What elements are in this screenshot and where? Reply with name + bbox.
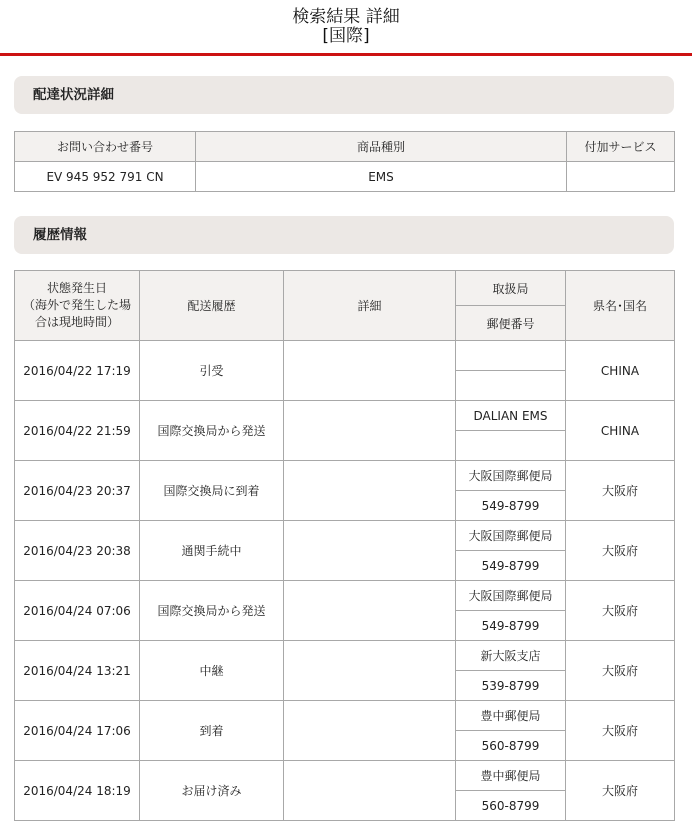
event-cell: 通関手続中 bbox=[140, 521, 284, 581]
date-cell: 2016/04/23 20:37 bbox=[15, 461, 140, 521]
column-header-additional-service: 付加サービス bbox=[567, 132, 675, 162]
detail-cell bbox=[284, 461, 456, 521]
column-header-detail: 詳細 bbox=[284, 271, 456, 341]
office-cell: 新大阪支店 bbox=[456, 641, 566, 671]
postal-code-cell: 549-8799 bbox=[456, 551, 566, 581]
column-header-date bbox=[15, 271, 140, 341]
delivery-section-heading: 配達状況詳細 bbox=[14, 76, 674, 114]
page-subtitle: [国際] bbox=[322, 26, 370, 46]
column-header-postal-code: 郵便番号 bbox=[456, 306, 566, 341]
column-header-office: 取扱局 bbox=[456, 271, 566, 306]
history-table bbox=[14, 270, 675, 821]
table-row bbox=[15, 761, 675, 791]
postal-code-cell bbox=[456, 431, 566, 461]
office-cell: 大阪国際郵便局 bbox=[456, 521, 566, 551]
detail-cell bbox=[284, 641, 456, 701]
postal-code-cell: 549-8799 bbox=[456, 611, 566, 641]
column-header-product-type: 商品種別 bbox=[196, 132, 567, 162]
column-header-date-line3: 合は現地時間） bbox=[34, 315, 119, 329]
column-header-date-line1: 状態発生日 bbox=[46, 281, 107, 295]
date-cell: 2016/04/23 20:38 bbox=[15, 521, 140, 581]
office-cell: 大阪国際郵便局 bbox=[456, 581, 566, 611]
region-cell: 大阪府 bbox=[566, 521, 675, 581]
region-cell: CHINA bbox=[566, 401, 675, 461]
tracking-number-cell: EV 945 952 791 CN bbox=[15, 162, 196, 192]
office-cell bbox=[456, 341, 566, 371]
column-header-date-line2: （海外で発生した場 bbox=[22, 298, 131, 312]
page-title: 検索結果 詳細 bbox=[292, 7, 400, 27]
office-cell: 大阪国際郵便局 bbox=[456, 461, 566, 491]
table-header-row bbox=[15, 271, 675, 306]
date-cell: 2016/04/24 17:06 bbox=[15, 701, 140, 761]
office-cell: 豊中郵便局 bbox=[456, 761, 566, 791]
detail-cell bbox=[284, 521, 456, 581]
table-row bbox=[15, 341, 675, 371]
postal-code-cell: 549-8799 bbox=[456, 491, 566, 521]
column-header-region: 県名･国名 bbox=[566, 271, 675, 341]
date-cell: 2016/04/22 17:19 bbox=[15, 341, 140, 401]
table-header-row bbox=[15, 132, 675, 162]
event-cell: 中継 bbox=[140, 641, 284, 701]
event-cell: 到着 bbox=[140, 701, 284, 761]
detail-cell bbox=[284, 761, 456, 821]
postal-code-cell: 560-8799 bbox=[456, 731, 566, 761]
column-header-event: 配送履歴 bbox=[140, 271, 284, 341]
additional-service-cell bbox=[567, 162, 675, 192]
table-row bbox=[15, 521, 675, 551]
table-row bbox=[15, 162, 675, 192]
event-cell: 国際交換局に到着 bbox=[140, 461, 284, 521]
date-cell: 2016/04/24 13:21 bbox=[15, 641, 140, 701]
region-cell: CHINA bbox=[566, 341, 675, 401]
date-cell: 2016/04/24 07:06 bbox=[15, 581, 140, 641]
postal-code-cell: 560-8799 bbox=[456, 791, 566, 821]
history-section-heading: 履歴情報 bbox=[14, 216, 674, 254]
postal-code-cell bbox=[456, 371, 566, 401]
region-cell: 大阪府 bbox=[566, 581, 675, 641]
region-cell: 大阪府 bbox=[566, 761, 675, 821]
detail-cell bbox=[284, 701, 456, 761]
product-type-cell: EMS bbox=[196, 162, 567, 192]
office-cell: DALIAN EMS bbox=[456, 401, 566, 431]
region-cell: 大阪府 bbox=[566, 641, 675, 701]
column-header-tracking-number: お問い合わせ番号 bbox=[15, 132, 196, 162]
table-row bbox=[15, 581, 675, 611]
date-cell: 2016/04/22 21:59 bbox=[15, 401, 140, 461]
detail-cell bbox=[284, 401, 456, 461]
date-cell: 2016/04/24 18:19 bbox=[15, 761, 140, 821]
table-row bbox=[15, 641, 675, 671]
region-cell: 大阪府 bbox=[566, 461, 675, 521]
delivery-detail-table bbox=[14, 131, 675, 192]
event-cell: 引受 bbox=[140, 341, 284, 401]
event-cell: お届け済み bbox=[140, 761, 284, 821]
page-header bbox=[0, 0, 692, 56]
event-cell: 国際交換局から発送 bbox=[140, 401, 284, 461]
table-row bbox=[15, 701, 675, 731]
event-cell: 国際交換局から発送 bbox=[140, 581, 284, 641]
office-cell: 豊中郵便局 bbox=[456, 701, 566, 731]
postal-code-cell: 539-8799 bbox=[456, 671, 566, 701]
table-row bbox=[15, 401, 675, 431]
detail-cell bbox=[284, 581, 456, 641]
detail-cell bbox=[284, 341, 456, 401]
region-cell: 大阪府 bbox=[566, 701, 675, 761]
table-row bbox=[15, 461, 675, 491]
